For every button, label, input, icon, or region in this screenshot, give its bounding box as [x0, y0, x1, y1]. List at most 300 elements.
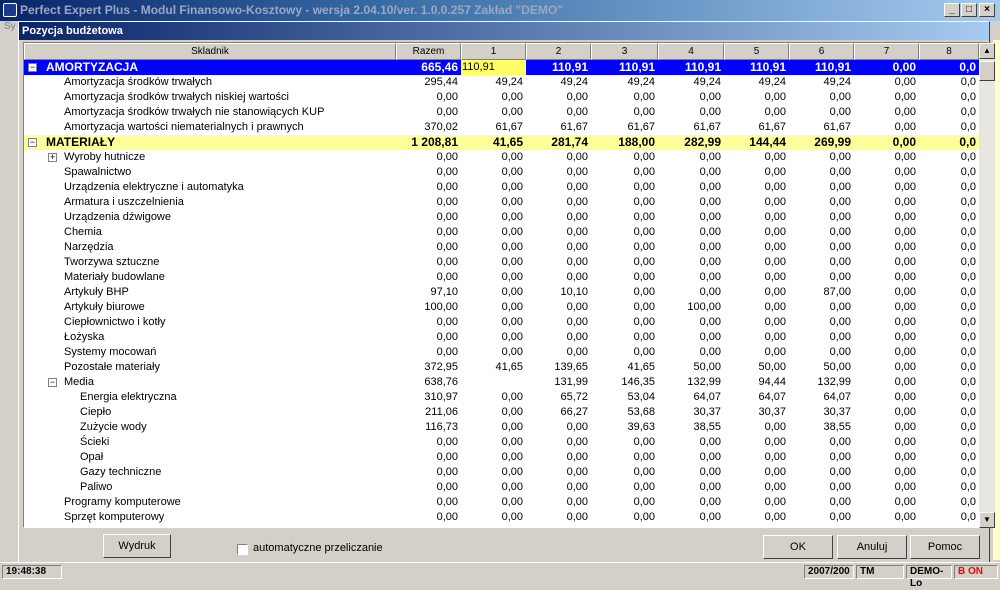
grid-cell[interactable]: 0,0 — [960, 331, 976, 343]
table-row[interactable] — [24, 210, 979, 225]
grid-cell[interactable]: 0,00 — [894, 241, 916, 253]
grid-cell[interactable]: 0,00 — [894, 301, 916, 313]
grid-cell[interactable]: 110,91 — [684, 60, 721, 74]
column-header[interactable]: 2 — [526, 43, 591, 60]
minimize-icon[interactable]: _ — [944, 3, 960, 17]
grid-cell[interactable]: 0,00 — [436, 481, 458, 493]
grid-cell[interactable]: 0,00 — [764, 271, 786, 283]
grid-cell[interactable]: 0,00 — [699, 481, 721, 493]
grid-cell[interactable]: 61,67 — [627, 121, 655, 133]
grid-cell[interactable]: 0,00 — [699, 331, 721, 343]
grid-cell[interactable]: 64,07 — [823, 391, 851, 403]
grid-cell[interactable]: 0,00 — [764, 211, 786, 223]
grid-cell[interactable]: 0,00 — [699, 436, 721, 448]
grid-cell[interactable]: 0,00 — [436, 316, 458, 328]
grid-cell[interactable]: 0,0 — [960, 511, 976, 523]
grid-cell[interactable]: 0,00 — [566, 196, 588, 208]
grid-cell[interactable]: 0,0 — [960, 76, 976, 88]
grid-cell[interactable]: 100,00 — [424, 301, 458, 313]
grid-cell[interactable]: 0,00 — [633, 436, 655, 448]
table-row[interactable] — [24, 120, 979, 135]
grid-cell[interactable]: 0,00 — [633, 151, 655, 163]
column-header[interactable]: 3 — [591, 43, 658, 60]
grid-cell[interactable]: 144,44 — [749, 135, 786, 149]
grid-cell[interactable]: 0,00 — [633, 286, 655, 298]
grid-cell[interactable]: 0,00 — [566, 511, 588, 523]
grid-cell[interactable]: 61,67 — [758, 121, 786, 133]
grid-cell[interactable]: 370,02 — [424, 121, 458, 133]
grid-cell[interactable]: 61,67 — [823, 121, 851, 133]
grid-cell[interactable]: 49,24 — [627, 76, 655, 88]
grid-cell[interactable]: 0,00 — [566, 436, 588, 448]
grid-cell[interactable]: 53,68 — [627, 406, 655, 418]
cancel-button[interactable]: Anuluj — [837, 535, 907, 559]
grid-cell[interactable]: 132,99 — [687, 376, 721, 388]
grid-cell[interactable]: 0,00 — [436, 106, 458, 118]
grid-cell[interactable]: 0,00 — [894, 256, 916, 268]
grid-cell[interactable]: 110,91 — [749, 60, 786, 74]
grid-cell[interactable]: 0,00 — [764, 226, 786, 238]
grid-cell[interactable]: 295,44 — [424, 76, 458, 88]
grid-cell[interactable]: 188,00 — [618, 135, 655, 149]
grid-cell[interactable]: 41,65 — [627, 361, 655, 373]
table-row[interactable] — [24, 360, 979, 375]
table-row[interactable] — [24, 165, 979, 180]
grid-cell[interactable]: 0,00 — [436, 346, 458, 358]
grid-cell[interactable]: 0,00 — [829, 331, 851, 343]
collapse-icon[interactable]: − — [49, 377, 56, 387]
table-row[interactable] — [24, 345, 979, 360]
grid-cell[interactable]: 0,00 — [633, 496, 655, 508]
grid-cell[interactable]: 0,00 — [829, 226, 851, 238]
collapse-icon[interactable]: − — [29, 62, 36, 72]
grid-cell[interactable]: 0,00 — [829, 196, 851, 208]
grid-cell[interactable]: 0,00 — [501, 391, 523, 403]
grid-cell[interactable]: 0,00 — [633, 226, 655, 238]
close-icon[interactable]: × — [979, 3, 995, 17]
grid-cell[interactable]: 50,00 — [758, 361, 786, 373]
grid-cell[interactable]: 0,00 — [633, 241, 655, 253]
grid-cell[interactable]: 0,0 — [960, 316, 976, 328]
grid-cell[interactable]: 0,00 — [829, 451, 851, 463]
grid-cell[interactable]: 49,24 — [495, 76, 523, 88]
grid-cell[interactable]: 0,00 — [829, 106, 851, 118]
grid-cell[interactable]: 0,00 — [764, 421, 786, 433]
grid-cell[interactable]: 0,00 — [566, 301, 588, 313]
grid-cell[interactable]: 0,00 — [699, 226, 721, 238]
grid-cell[interactable]: 0,00 — [566, 211, 588, 223]
grid-cell[interactable]: 0,00 — [894, 76, 916, 88]
grid-cell[interactable]: 0,00 — [699, 451, 721, 463]
grid-cell[interactable]: 0,00 — [894, 421, 916, 433]
grid-cell[interactable]: 0,00 — [894, 451, 916, 463]
grid-cell[interactable]: 0,00 — [764, 436, 786, 448]
grid-cell[interactable]: 0,00 — [699, 91, 721, 103]
grid-cell[interactable]: 0,00 — [829, 91, 851, 103]
table-row[interactable] — [24, 75, 979, 90]
grid-cell[interactable]: 0,0 — [959, 135, 976, 149]
column-header[interactable]: 4 — [658, 43, 724, 60]
grid-cell[interactable]: 0,00 — [501, 496, 523, 508]
grid-cell[interactable]: 0,00 — [894, 121, 916, 133]
grid-cell[interactable]: 0,00 — [633, 91, 655, 103]
grid-cell[interactable]: 0,00 — [699, 181, 721, 193]
grid-cell[interactable]: 0,00 — [633, 316, 655, 328]
grid-cell[interactable]: 50,00 — [823, 361, 851, 373]
grid-cell[interactable]: 0,0 — [960, 211, 976, 223]
grid-cell[interactable]: 0,0 — [960, 166, 976, 178]
grid-cell[interactable]: 0,0 — [960, 91, 976, 103]
grid-cell[interactable]: 0,00 — [699, 211, 721, 223]
cell-editor[interactable]: 110,91 — [461, 60, 526, 75]
table-row[interactable] — [24, 465, 979, 480]
grid-cell[interactable]: 97,10 — [430, 286, 458, 298]
grid-cell[interactable]: 0,00 — [501, 256, 523, 268]
grid-cell[interactable]: 30,37 — [823, 406, 851, 418]
grid-cell[interactable]: 0,00 — [894, 151, 916, 163]
grid-cell[interactable]: 41,65 — [492, 135, 523, 149]
grid-cell[interactable]: 0,00 — [894, 271, 916, 283]
grid-cell[interactable]: 0,00 — [566, 331, 588, 343]
grid-cell[interactable]: 1 208,81 — [411, 135, 458, 149]
grid-cell[interactable]: 0,00 — [699, 196, 721, 208]
grid-cell[interactable]: 0,00 — [633, 511, 655, 523]
grid-cell[interactable]: 0,00 — [436, 241, 458, 253]
grid-cell[interactable]: 0,00 — [829, 301, 851, 313]
grid-cell[interactable]: 0,00 — [764, 331, 786, 343]
grid-cell[interactable]: 0,0 — [960, 241, 976, 253]
grid-cell[interactable]: 0,00 — [829, 271, 851, 283]
grid-cell[interactable]: 0,00 — [436, 331, 458, 343]
grid-cell[interactable]: 0,00 — [894, 376, 916, 388]
grid-cell[interactable]: 0,00 — [566, 481, 588, 493]
grid-cell[interactable]: 0,00 — [764, 151, 786, 163]
grid-cell[interactable]: 0,00 — [633, 106, 655, 118]
grid-cell[interactable]: 0,00 — [829, 151, 851, 163]
grid-cell[interactable]: 372,95 — [424, 361, 458, 373]
grid-cell[interactable]: 0,0 — [960, 451, 976, 463]
grid-cell[interactable]: 94,44 — [758, 376, 786, 388]
table-row[interactable] — [24, 510, 979, 525]
expand-icon[interactable]: + — [49, 152, 56, 162]
grid-cell[interactable]: 0,00 — [501, 211, 523, 223]
grid-cell[interactable]: 0,0 — [960, 361, 976, 373]
grid-cell[interactable]: 0,0 — [960, 301, 976, 313]
grid-cell[interactable]: 0,0 — [960, 196, 976, 208]
table-row[interactable] — [24, 90, 979, 105]
grid-cell[interactable]: 87,00 — [823, 286, 851, 298]
grid-cell[interactable]: 0,0 — [960, 496, 976, 508]
grid-cell[interactable]: 0,00 — [829, 256, 851, 268]
grid-cell[interactable]: 0,0 — [960, 256, 976, 268]
grid-cell[interactable]: 0,00 — [764, 196, 786, 208]
grid-cell[interactable]: 0,00 — [436, 91, 458, 103]
grid-cell[interactable]: 0,00 — [764, 511, 786, 523]
grid-cell[interactable]: 0,00 — [566, 241, 588, 253]
grid-cell[interactable]: 0,00 — [501, 91, 523, 103]
grid-cell[interactable]: 0,00 — [566, 181, 588, 193]
grid-cell[interactable]: 100,00 — [687, 301, 721, 313]
grid-cell[interactable]: 0,00 — [566, 226, 588, 238]
table-row[interactable] — [24, 420, 979, 435]
grid-cell[interactable]: 0,00 — [633, 196, 655, 208]
grid-cell[interactable]: 0,00 — [764, 496, 786, 508]
grid-cell[interactable]: 30,37 — [758, 406, 786, 418]
table-row[interactable] — [24, 405, 979, 420]
grid-cell[interactable]: 0,00 — [501, 316, 523, 328]
grid-cell[interactable]: 0,00 — [764, 481, 786, 493]
grid-cell[interactable]: 49,24 — [693, 76, 721, 88]
grid-cell[interactable]: 0,00 — [566, 346, 588, 358]
grid-cell[interactable]: 64,07 — [758, 391, 786, 403]
print-button[interactable]: Wydruk — [103, 534, 171, 558]
grid-cell[interactable]: 49,24 — [823, 76, 851, 88]
scroll-down-icon[interactable]: ▼ — [979, 512, 995, 528]
grid-cell[interactable]: 0,0 — [960, 226, 976, 238]
scroll-thumb[interactable] — [979, 61, 995, 81]
grid-cell[interactable]: 131,99 — [554, 376, 588, 388]
grid-cell[interactable]: 0,00 — [501, 271, 523, 283]
grid-cell[interactable]: 0,00 — [829, 496, 851, 508]
grid-cell[interactable]: 38,55 — [693, 421, 721, 433]
grid-cell[interactable]: 0,0 — [960, 181, 976, 193]
grid-cell[interactable]: 30,37 — [693, 406, 721, 418]
table-row[interactable] — [24, 105, 979, 120]
grid-cell[interactable]: 0,00 — [436, 511, 458, 523]
grid-cell[interactable]: 0,00 — [436, 226, 458, 238]
table-row[interactable] — [24, 225, 979, 240]
grid-cell[interactable]: 66,27 — [560, 406, 588, 418]
grid-cell[interactable]: 0,00 — [436, 196, 458, 208]
table-row[interactable] — [24, 375, 979, 390]
grid-cell[interactable]: 0,00 — [829, 181, 851, 193]
grid-cell[interactable]: 665,46 — [421, 60, 458, 74]
collapse-icon[interactable]: − — [29, 137, 36, 147]
grid-cell[interactable]: 0,00 — [436, 496, 458, 508]
grid-cell[interactable]: 65,72 — [560, 391, 588, 403]
column-header[interactable]: Razem — [396, 43, 461, 60]
grid-cell[interactable]: 0,00 — [764, 106, 786, 118]
grid-cell[interactable]: 0,00 — [501, 346, 523, 358]
grid-cell[interactable]: 0,00 — [764, 256, 786, 268]
grid-cell[interactable]: 0,00 — [764, 451, 786, 463]
grid-cell[interactable]: 0,00 — [501, 106, 523, 118]
grid-cell[interactable]: 0,00 — [633, 481, 655, 493]
grid-cell[interactable]: 0,0 — [960, 376, 976, 388]
grid-cell[interactable]: 0,00 — [501, 241, 523, 253]
grid-cell[interactable]: 132,99 — [817, 376, 851, 388]
grid-cell[interactable]: 269,99 — [814, 135, 851, 149]
table-row[interactable] — [24, 435, 979, 450]
grid-cell[interactable]: 0,00 — [829, 466, 851, 478]
grid-cell[interactable]: 310,97 — [424, 391, 458, 403]
grid-cell[interactable]: 0,00 — [699, 466, 721, 478]
grid-cell[interactable]: 39,63 — [627, 421, 655, 433]
grid-cell[interactable]: 0,00 — [764, 346, 786, 358]
grid-cell[interactable]: 0,00 — [894, 496, 916, 508]
grid-cell[interactable]: 41,65 — [495, 361, 523, 373]
grid-cell[interactable]: 116,73 — [425, 421, 458, 433]
grid-cell[interactable]: 0,00 — [894, 106, 916, 118]
grid-cell[interactable]: 0,00 — [894, 226, 916, 238]
vertical-scrollbar[interactable] — [979, 43, 995, 528]
grid-cell[interactable]: 0,00 — [501, 301, 523, 313]
grid-cell[interactable]: 146,35 — [621, 376, 655, 388]
grid-cell[interactable]: 0,00 — [764, 301, 786, 313]
grid-cell[interactable]: 0,00 — [894, 316, 916, 328]
grid-cell[interactable]: 110,91 — [814, 60, 851, 74]
grid-cell[interactable]: 0,00 — [436, 271, 458, 283]
grid-cell[interactable]: 0,00 — [633, 166, 655, 178]
grid-cell[interactable]: 0,0 — [960, 421, 976, 433]
grid-cell[interactable]: 0,0 — [960, 151, 976, 163]
grid-cell[interactable]: 0,00 — [699, 241, 721, 253]
grid-cell[interactable]: 0,00 — [894, 91, 916, 103]
column-header[interactable]: Skladnik — [24, 43, 396, 60]
grid-cell[interactable]: 61,67 — [560, 121, 588, 133]
grid-cell[interactable]: 0,00 — [501, 196, 523, 208]
grid-cell[interactable]: 0,00 — [633, 301, 655, 313]
table-row[interactable] — [24, 450, 979, 465]
grid-cell[interactable]: 0,00 — [566, 451, 588, 463]
grid-cell[interactable]: 0,00 — [829, 481, 851, 493]
column-header[interactable]: 6 — [789, 43, 854, 60]
column-header[interactable]: 1 — [461, 43, 526, 60]
grid-cell[interactable]: 0,00 — [436, 211, 458, 223]
grid-cell[interactable]: 38,55 — [823, 421, 851, 433]
grid-cell[interactable]: 0,00 — [894, 511, 916, 523]
grid-cell[interactable]: 0,0 — [960, 406, 976, 418]
grid-cell[interactable]: 0,00 — [633, 331, 655, 343]
grid-cell[interactable]: 0,00 — [894, 331, 916, 343]
table-row[interactable] — [24, 255, 979, 270]
grid-cell[interactable]: 0,00 — [764, 466, 786, 478]
ok-button[interactable]: OK — [763, 535, 833, 559]
grid-cell[interactable]: 0,00 — [436, 256, 458, 268]
table-row[interactable] — [24, 285, 979, 300]
grid-cell[interactable]: 0,00 — [764, 241, 786, 253]
grid-cell[interactable]: 139,65 — [554, 361, 588, 373]
grid-cell[interactable]: 0,00 — [566, 271, 588, 283]
grid-cell[interactable]: 0,00 — [829, 511, 851, 523]
grid-cell[interactable]: 0,00 — [894, 406, 916, 418]
grid-cell[interactable]: 0,00 — [436, 451, 458, 463]
grid-cell[interactable]: 0,00 — [699, 511, 721, 523]
grid-cell[interactable]: 0,00 — [699, 256, 721, 268]
grid-cell[interactable]: 0,00 — [566, 91, 588, 103]
grid-cell[interactable]: 281,74 — [551, 135, 588, 149]
grid-cell[interactable]: 0,00 — [894, 391, 916, 403]
grid-cell[interactable]: 0,0 — [960, 436, 976, 448]
table-row[interactable] — [24, 60, 979, 75]
table-row[interactable] — [24, 300, 979, 315]
grid-cell[interactable]: 0,00 — [501, 226, 523, 238]
grid-cell[interactable]: 0,00 — [436, 166, 458, 178]
grid-cell[interactable]: 0,0 — [960, 106, 976, 118]
grid-cell[interactable]: 0,00 — [699, 151, 721, 163]
grid-cell[interactable]: 0,00 — [566, 316, 588, 328]
grid-cell[interactable]: 0,0 — [960, 271, 976, 283]
grid-cell[interactable]: 0,00 — [894, 361, 916, 373]
grid-cell[interactable]: 0,00 — [633, 256, 655, 268]
grid-cell[interactable]: 10,10 — [560, 286, 588, 298]
grid-cell[interactable]: 0,00 — [633, 346, 655, 358]
grid-cell[interactable]: 0,00 — [566, 256, 588, 268]
budget-grid[interactable] — [23, 42, 991, 528]
grid-cell[interactable]: 282,99 — [684, 135, 721, 149]
grid-cell[interactable]: 0,0 — [960, 466, 976, 478]
grid-cell[interactable]: 0,00 — [764, 91, 786, 103]
grid-cell[interactable]: 0,00 — [894, 166, 916, 178]
grid-cell[interactable]: 0,00 — [764, 316, 786, 328]
grid-cell[interactable]: 0,00 — [501, 151, 523, 163]
grid-cell[interactable]: 0,0 — [960, 391, 976, 403]
grid-cell[interactable]: 0,00 — [894, 286, 916, 298]
grid-cell[interactable]: 0,00 — [501, 181, 523, 193]
grid-cell[interactable] — [461, 375, 526, 390]
grid-cell[interactable]: 0,00 — [699, 106, 721, 118]
grid-cell[interactable]: 0,00 — [501, 421, 523, 433]
maximize-icon[interactable]: □ — [961, 3, 977, 17]
table-row[interactable] — [24, 315, 979, 330]
grid-cell[interactable]: 0,00 — [892, 60, 916, 74]
table-row[interactable] — [24, 150, 979, 165]
grid-cell[interactable]: 0,00 — [764, 286, 786, 298]
grid-cell[interactable]: 0,00 — [633, 451, 655, 463]
grid-cell[interactable]: 0,00 — [633, 211, 655, 223]
grid-cell[interactable]: 0,00 — [501, 286, 523, 298]
grid-cell[interactable]: 50,00 — [693, 361, 721, 373]
grid-cell[interactable]: 0,00 — [829, 211, 851, 223]
grid-cell[interactable]: 0,00 — [894, 211, 916, 223]
column-header[interactable]: 5 — [724, 43, 789, 60]
grid-cell[interactable]: 64,07 — [693, 391, 721, 403]
grid-cell[interactable]: 0,0 — [960, 286, 976, 298]
grid-cell[interactable]: 0,00 — [436, 181, 458, 193]
grid-cell[interactable]: 0,0 — [960, 346, 976, 358]
grid-cell[interactable]: 0,0 — [960, 121, 976, 133]
table-row[interactable] — [24, 180, 979, 195]
grid-cell[interactable]: 0,00 — [566, 466, 588, 478]
grid-cell[interactable]: 0,00 — [566, 106, 588, 118]
grid-cell[interactable]: 0,00 — [436, 436, 458, 448]
scroll-up-icon[interactable]: ▲ — [979, 43, 995, 59]
grid-cell[interactable]: 0,00 — [894, 346, 916, 358]
grid-cell[interactable]: 0,00 — [501, 466, 523, 478]
column-header[interactable]: 8 — [919, 43, 979, 60]
grid-cell[interactable]: 49,24 — [758, 76, 786, 88]
grid-cell[interactable]: 0,00 — [566, 496, 588, 508]
table-row[interactable] — [24, 270, 979, 285]
grid-cell[interactable]: 0,00 — [436, 151, 458, 163]
grid-cell[interactable]: 0,00 — [501, 451, 523, 463]
grid-cell[interactable]: 0,00 — [829, 436, 851, 448]
grid-cell[interactable]: 0,00 — [894, 436, 916, 448]
grid-cell[interactable]: 0,00 — [566, 166, 588, 178]
grid-cell[interactable]: 0,00 — [699, 286, 721, 298]
grid-cell[interactable]: 0,00 — [633, 466, 655, 478]
auto-calc-checkbox[interactable] — [237, 544, 248, 555]
grid-cell[interactable]: 0,00 — [501, 406, 523, 418]
grid-cell[interactable]: 110,91 — [618, 60, 655, 74]
table-row[interactable] — [24, 240, 979, 255]
grid-cell[interactable]: 0,0 — [960, 481, 976, 493]
grid-cell[interactable]: 0,00 — [699, 316, 721, 328]
grid-cell[interactable]: 211,06 — [425, 406, 458, 418]
grid-cell[interactable]: 0,00 — [699, 271, 721, 283]
grid-cell[interactable]: 0,00 — [829, 346, 851, 358]
grid-cell[interactable]: 638,76 — [424, 376, 458, 388]
